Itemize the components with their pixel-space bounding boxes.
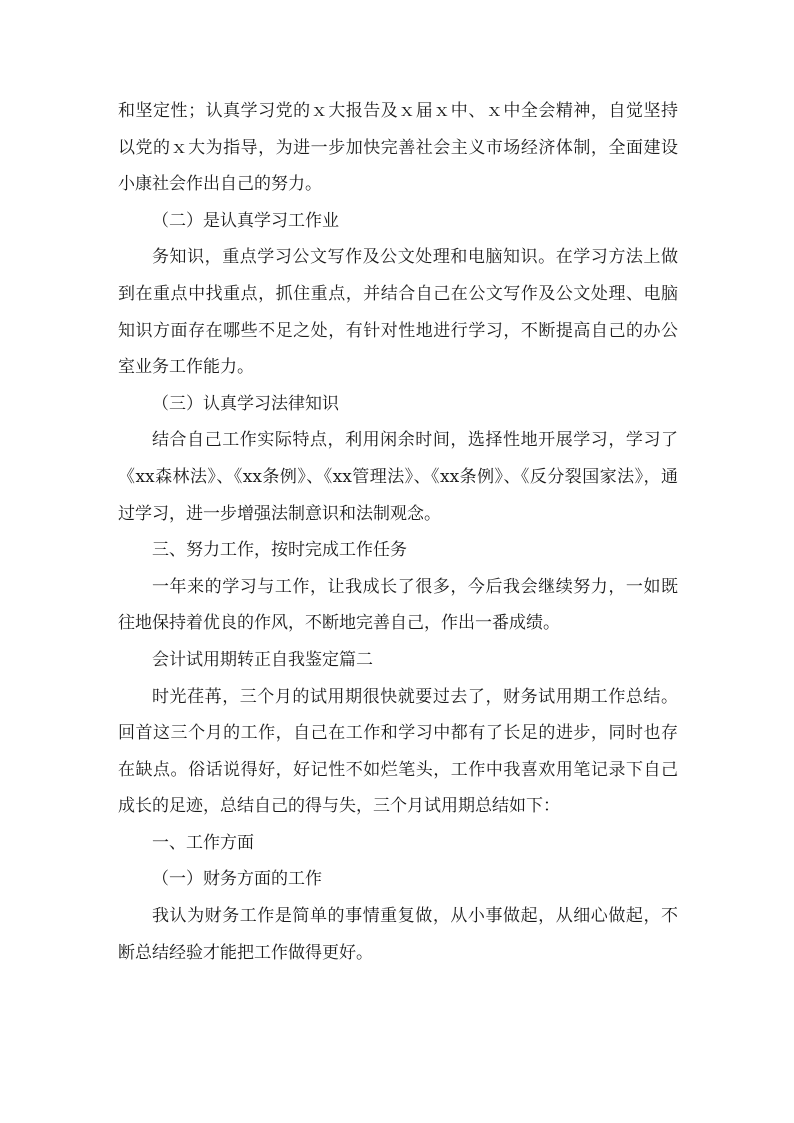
paragraph-business-knowledge: 务知识，重点学习公文写作及公文处理和电脑知识。在学习方法上做到在重点中找重点，抓住重点，并结合自己在公文写作及公文处理、电脑知识方面存在哪些不足之处，有针对性地进行学习，不断提高自己的办公室业务工作能力。	[118, 247, 678, 378]
paragraph-continuation: 和坚定性；认真学习党的ｘ大报告及ｘ届ｘ中、ｘ中全会精神，自觉坚持以党的ｘ大为指导，为进一步加快完善社会主义市场经济体制，全面建设小康社会作出自己的努力。	[118, 101, 678, 195]
section-heading-study-business: （二）是认真学习工作业	[152, 210, 339, 231]
article-title-part-two: 会计试用期转正自我鉴定篇二	[152, 649, 373, 670]
document-body	[118, 93, 678, 971]
paragraph-finance-work: 我认为财务工作是简单的事情重复做，从小事做起，从细心做起，不断总结经验才能把工作做得更好。	[118, 906, 678, 963]
paragraph-probation-intro: 时光荏苒，三个月的试用期很快就要过去了，财务试用期工作总结。回首这三个月的工作，自己在工作和学习中都有了长足的进步，同时也存在缺点。俗话说得好，好记性不如烂笔头，工作中我喜欢用笔记录下自己成长的足迹，总结自己的得与失，三个月试用期总结如下：	[118, 686, 678, 817]
section-heading-study-law: （三）认真学习法律知识	[152, 393, 339, 414]
paragraph-law-knowledge: 结合自己工作实际特点，利用闲余时间，选择性地开展学习，学习了《xx森林法》、《xx条例》、《xx管理法》、《xx条例》、《反分裂国家法》，通过学习，进一步增强法制意识和法制观念。	[118, 430, 678, 524]
paragraph-year-summary: 一年来的学习与工作，让我成长了很多，今后我会继续努力，一如既往地保持着优良的作风，不断地完善自己，作出一番成绩。	[118, 576, 678, 634]
section-heading-work-tasks: 三、努力工作，按时完成工作任务	[152, 540, 407, 561]
section-heading-work-aspect: 一、工作方面	[152, 832, 254, 853]
section-heading-finance-work: （一）财务方面的工作	[152, 869, 322, 890]
